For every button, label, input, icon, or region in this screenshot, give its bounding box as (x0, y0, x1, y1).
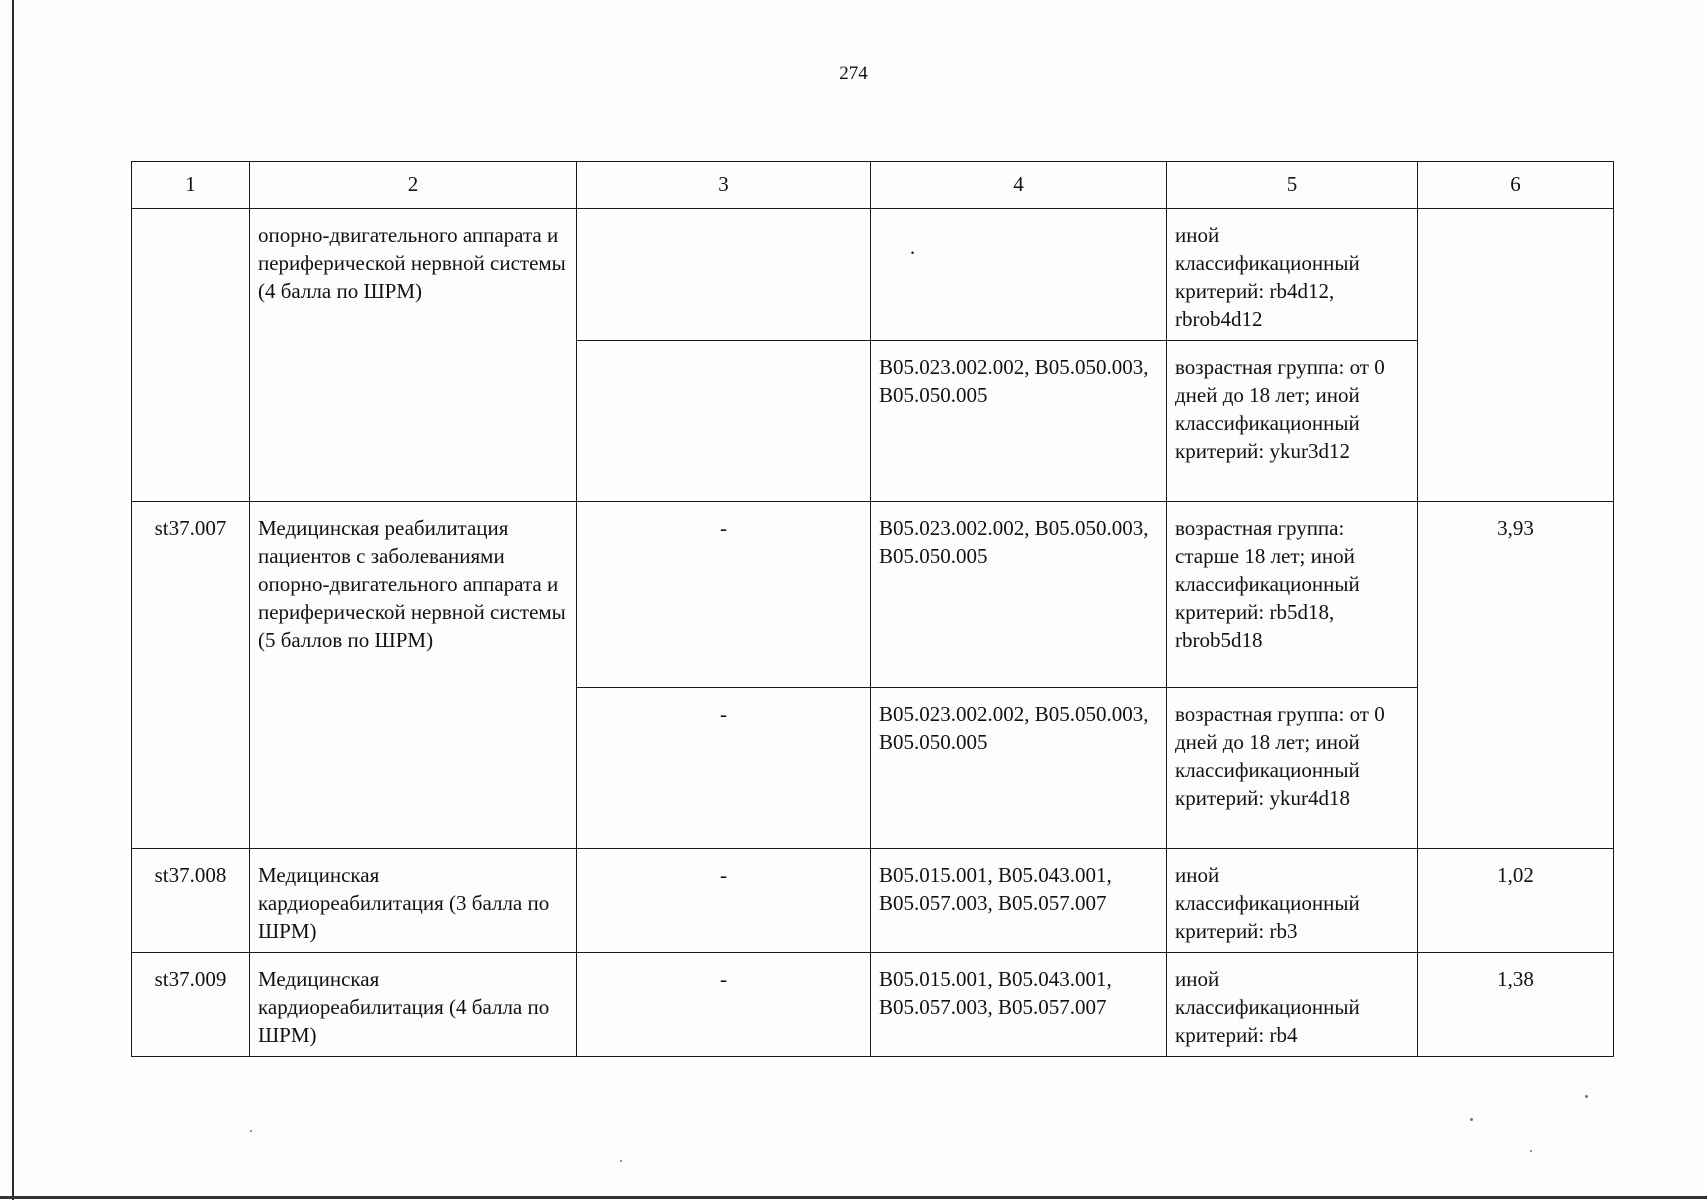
col3-cell (577, 341, 871, 502)
scan-speck (250, 1130, 252, 1132)
code-cell: st37.008 (132, 849, 250, 953)
coef-cell: 1,38 (1418, 953, 1614, 1057)
name-cell: Медицинская реабилитация пациентов с заболеваниями опорно-двигательного аппарата и периферической нервной системы (5 баллов по ШРМ) (250, 502, 577, 849)
col5-cell: иной классификационный критерий: rb4 (1167, 953, 1418, 1057)
coef-cell: 3,93 (1418, 502, 1614, 849)
col3-cell: - (577, 502, 871, 688)
table-row (132, 849, 1614, 953)
scan-speck (620, 1160, 622, 1162)
header-cell: 6 (1418, 162, 1614, 209)
code-cell: st37.009 (132, 953, 250, 1057)
col5-cell: возрастная группа: от 0 дней до 18 лет; иной классификационный критерий: ykur4d18 (1167, 688, 1418, 849)
col3-cell (577, 209, 871, 341)
col4-cell: B05.015.001, B05.043.001, B05.057.003, B05.057.007 (871, 953, 1167, 1057)
code-cell: st37.007 (132, 502, 250, 849)
name-cell: Медицинская кардиореабилитация (3 балла по ШРМ) (250, 849, 577, 953)
col5-cell: иной классификационный критерий: rb3 (1167, 849, 1418, 953)
tariff-table (131, 161, 1614, 1057)
col5-cell: возрастная группа: от 0 дней до 18 лет; иной классификационный критерий: ykur3d12 (1167, 341, 1418, 502)
header-cell: 3 (577, 162, 871, 209)
col4-cell (871, 209, 1167, 341)
scan-speck (1530, 1150, 1532, 1152)
name-cell: опорно-двигательного аппарата и периферической нервной системы (4 балла по ШРМ) (250, 209, 577, 502)
table-row (132, 209, 1614, 341)
coef-cell: 1,02 (1418, 849, 1614, 953)
header-cell: 4 (871, 162, 1167, 209)
col4-text: · (909, 241, 916, 265)
scan-speck (1470, 1118, 1473, 1121)
col5-cell: возрастная группа: старше 18 лет; иной классификационный критерий: rb5d18, rbrob5d18 (1167, 502, 1418, 688)
scan-edge-left (12, 0, 14, 1200)
name-cell: Медицинская кардиореабилитация (4 балла по ШРМ) (250, 953, 577, 1057)
col4-cell: B05.023.002.002, B05.050.003, B05.050.005 (871, 502, 1167, 688)
col4-cell: B05.023.002.002, B05.050.003, B05.050.005 (871, 688, 1167, 849)
code-cell (132, 209, 250, 502)
col3-cell: - (577, 849, 871, 953)
coef-cell (1418, 209, 1614, 502)
header-row (132, 162, 1614, 209)
header-cell: 1 (132, 162, 250, 209)
table-row (132, 502, 1614, 688)
col4-cell: B05.023.002.002, B05.050.003, B05.050.005 (871, 341, 1167, 502)
col3-cell: - (577, 688, 871, 849)
page-number: 274 (839, 63, 868, 84)
scan-speck (1585, 1095, 1588, 1098)
col5-cell: иной классификационный критерий: rb4d12, rbrob4d12 (1167, 209, 1418, 341)
header-cell: 2 (250, 162, 577, 209)
scan-edge-bottom (0, 1196, 1707, 1199)
table-row (132, 953, 1614, 1057)
header-cell: 5 (1167, 162, 1418, 209)
col4-cell: B05.015.001, B05.043.001, B05.057.003, B05.057.007 (871, 849, 1167, 953)
col3-cell: - (577, 953, 871, 1057)
